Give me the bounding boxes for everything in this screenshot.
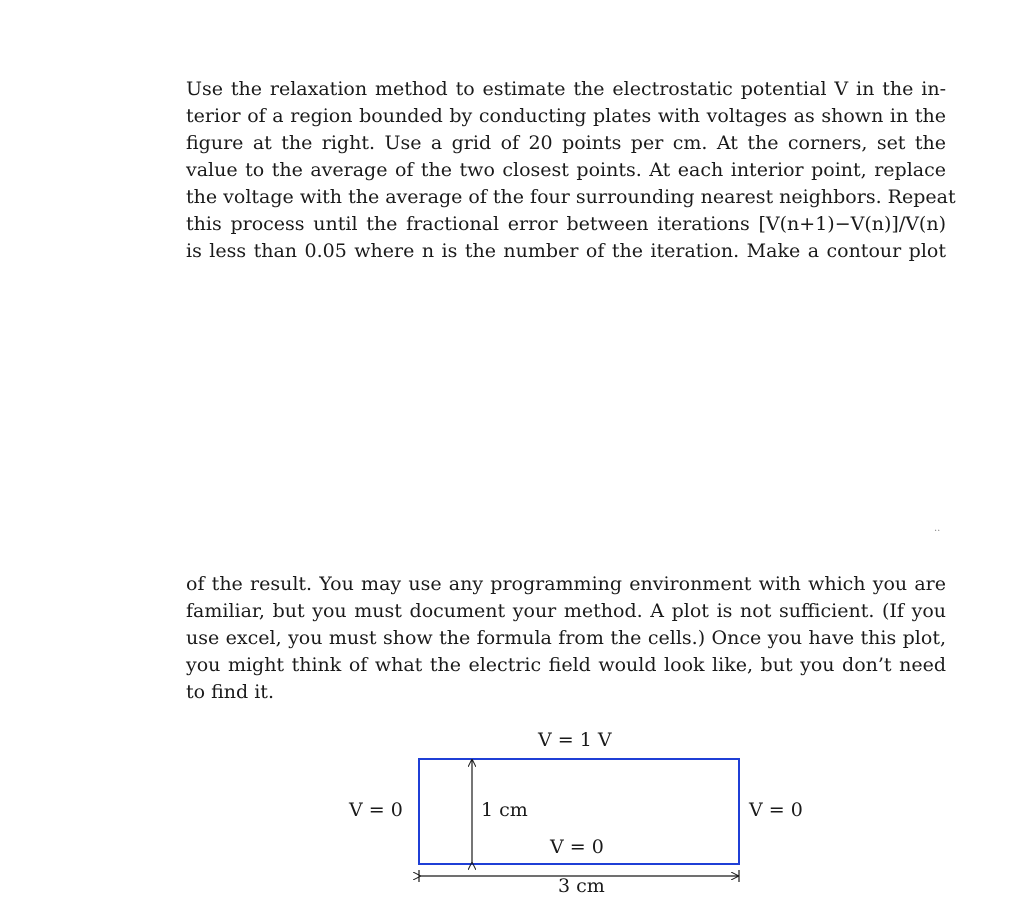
width-dimension-label: 3 cm	[558, 875, 605, 897]
paragraph-line: figure at the right. Use a grid of 20 points per cm. At the corners, set the	[186, 132, 946, 154]
paragraph-line: of the result. You may use any programming environment with which you are	[186, 573, 946, 595]
left-plate-label: V = 0	[349, 799, 403, 821]
paragraph-line: value to the average of the two closest points. At each interior point, replace	[186, 159, 946, 181]
paragraph-line: to find it.	[186, 681, 274, 703]
paragraph-line: terior of a region bounded by conducting plates with voltages as shown in the	[186, 105, 946, 127]
paragraph-line: the voltage with the average of the four surrounding nearest neighbors. Repeat	[186, 186, 956, 208]
paragraph-line: use excel, you must show the formula from the cells.) Once you have this plot,	[186, 627, 946, 649]
right-plate-label: V = 0	[749, 799, 803, 821]
paragraph-line: Use the relaxation method to estimate the electrostatic potential V in the in-	[186, 78, 946, 100]
height-dimension-label: 1 cm	[481, 799, 528, 821]
paragraph-line: is less than 0.05 where n is the number of the iteration. Make a contour plot	[186, 240, 946, 262]
top-plate-label: V = 1 V	[538, 729, 612, 751]
paragraph-line: this process until the fractional error between iterations [V(n+1)−V(n)]/V(n)	[186, 213, 946, 235]
paragraph-line: you might think of what the electric field would look like, but you don’t need	[186, 654, 946, 676]
bottom-plate-label: V = 0	[550, 836, 604, 858]
stray-mark: ..	[934, 523, 941, 534]
paragraph-line: familiar, but you must document your method. A plot is not sufficient. (If you	[186, 600, 946, 622]
